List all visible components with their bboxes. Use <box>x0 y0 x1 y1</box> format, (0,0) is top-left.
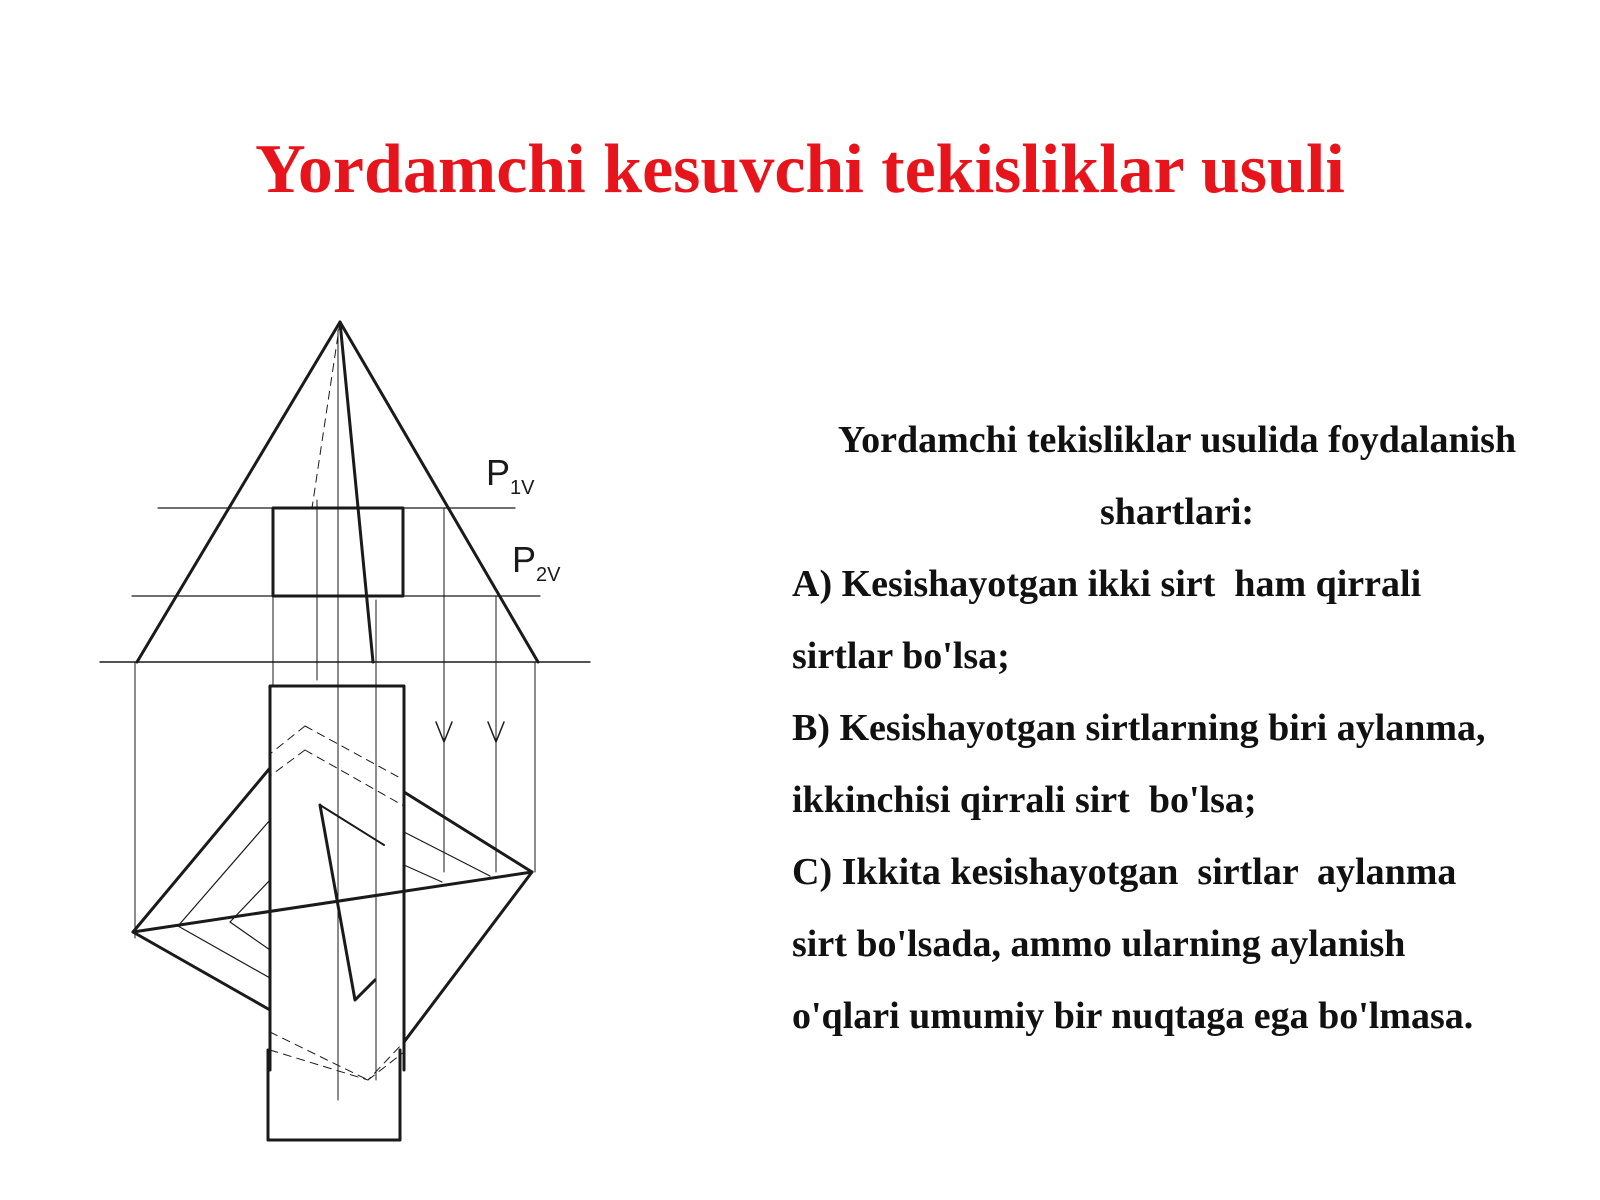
label-p1v-sub: 1V <box>510 477 535 499</box>
technical-drawing <box>90 300 610 1180</box>
hidden-line <box>270 750 305 776</box>
pyramid-plan-apex-edge <box>320 805 384 845</box>
hidden-line <box>270 726 305 754</box>
pyramid-plan-edge <box>404 792 532 872</box>
condition-c-line2: sirt bo'lsada, ammo ularning aylanish <box>792 923 1406 965</box>
pyramid-plan-edge <box>133 932 270 1010</box>
condition-a-line2: sirtlar bo'lsa; <box>792 635 1010 677</box>
section-line <box>404 865 442 882</box>
pyramid-hidden-edge <box>312 322 340 508</box>
pyramid-plan-edge <box>404 872 532 1042</box>
hidden-line <box>270 1032 368 1080</box>
pyramid-plan-fill <box>133 768 532 1042</box>
condition-a-line1: A) Kesishayotgan ikki sirt ham qirrali <box>792 563 1422 605</box>
hidden-line <box>270 1042 404 1080</box>
conditions-heading-line1: Yordamchi tekisliklar usulida foydalanish <box>837 419 1517 461</box>
projection-drawing <box>90 300 610 1180</box>
condition-b-line2: ikkinchisi qirrali sirt bo'lsa; <box>792 779 1257 821</box>
section-line <box>230 922 270 950</box>
label-p1v-main: P <box>486 452 511 493</box>
section-line <box>178 926 270 978</box>
section-line <box>178 820 270 926</box>
slide-title: Yordamchi kesuvchi tekisliklar usuli <box>255 131 1345 208</box>
conditions-text <box>792 404 1552 1052</box>
label-p2v-main: P <box>512 539 537 580</box>
condition-c-line3: o'qlari umumiy bir nuqtaga ega bo'lmasa. <box>792 995 1474 1037</box>
prism-plan-side <box>270 686 404 1070</box>
hidden-line <box>305 750 404 806</box>
label-p2v-sub: 2V <box>536 564 561 586</box>
conditions-heading-line2: shartlari: <box>1099 491 1255 533</box>
hidden-line <box>305 726 404 780</box>
condition-c-line1: C) Ikkita kesishayotgan sirtlar aylanma <box>792 851 1457 893</box>
condition-b-line1: B) Kesishayotgan sirtlarning biri aylanma, <box>792 707 1486 749</box>
pyramid-plan-edge <box>133 768 270 932</box>
